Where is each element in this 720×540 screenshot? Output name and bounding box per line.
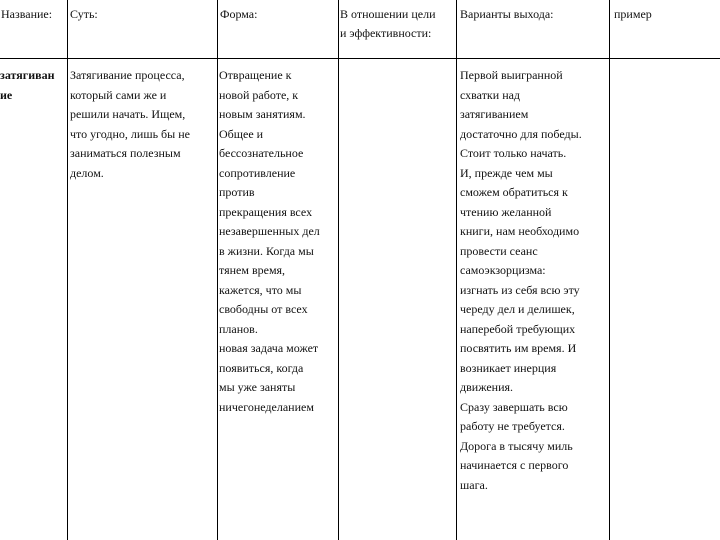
row-essence-cell: Затягивание процесса, который сами же и решили начать. Ищем, что угодно, лишь бы не заниматься полезным делом.	[70, 68, 190, 180]
header-name: Название:	[1, 7, 53, 21]
header-goal-efficiency: В отношении цели и эффективности:	[340, 7, 436, 40]
row-name-cell: затягиван ие	[0, 68, 55, 102]
table-column-divider-5	[609, 0, 610, 540]
table-column-divider-4	[456, 0, 457, 540]
header-essence: Суть:	[70, 7, 98, 21]
header-example: пример	[614, 7, 652, 21]
table-column-divider-1	[67, 0, 68, 540]
table-column-divider-2	[217, 0, 218, 540]
table-header-divider	[0, 58, 720, 59]
table-column-divider-3	[338, 0, 339, 540]
row-form-cell: Отвращение к новой работе, к новым занятиям. Общее и бессознательное сопротивление против прекращения всех незавершенных дел в жизни. Когда мы тянем время, кажется, что мы свободны от всех планов. новая задача может появиться, когда мы уже заняты ничегонеделанием	[219, 68, 320, 414]
header-exit-options: Варианты выхода:	[460, 7, 554, 21]
row-exit-options-cell: Первой выигранной схватки над затягиванием достаточно для победы. Стоит только начать. И, прежде чем мы сможем обратиться к чтению желанной книги, нам необходимо провести сеанс самоэкзорцизма: изгнать из себя всю эту череду дел и делишек, наперебой требующих посвятить им время. И возникает инерция движения. Сразу завершать всю работу не требуется. Дорога в тысячу миль начинается с первого шага.	[460, 68, 582, 492]
header-form: Форма:	[220, 7, 258, 21]
